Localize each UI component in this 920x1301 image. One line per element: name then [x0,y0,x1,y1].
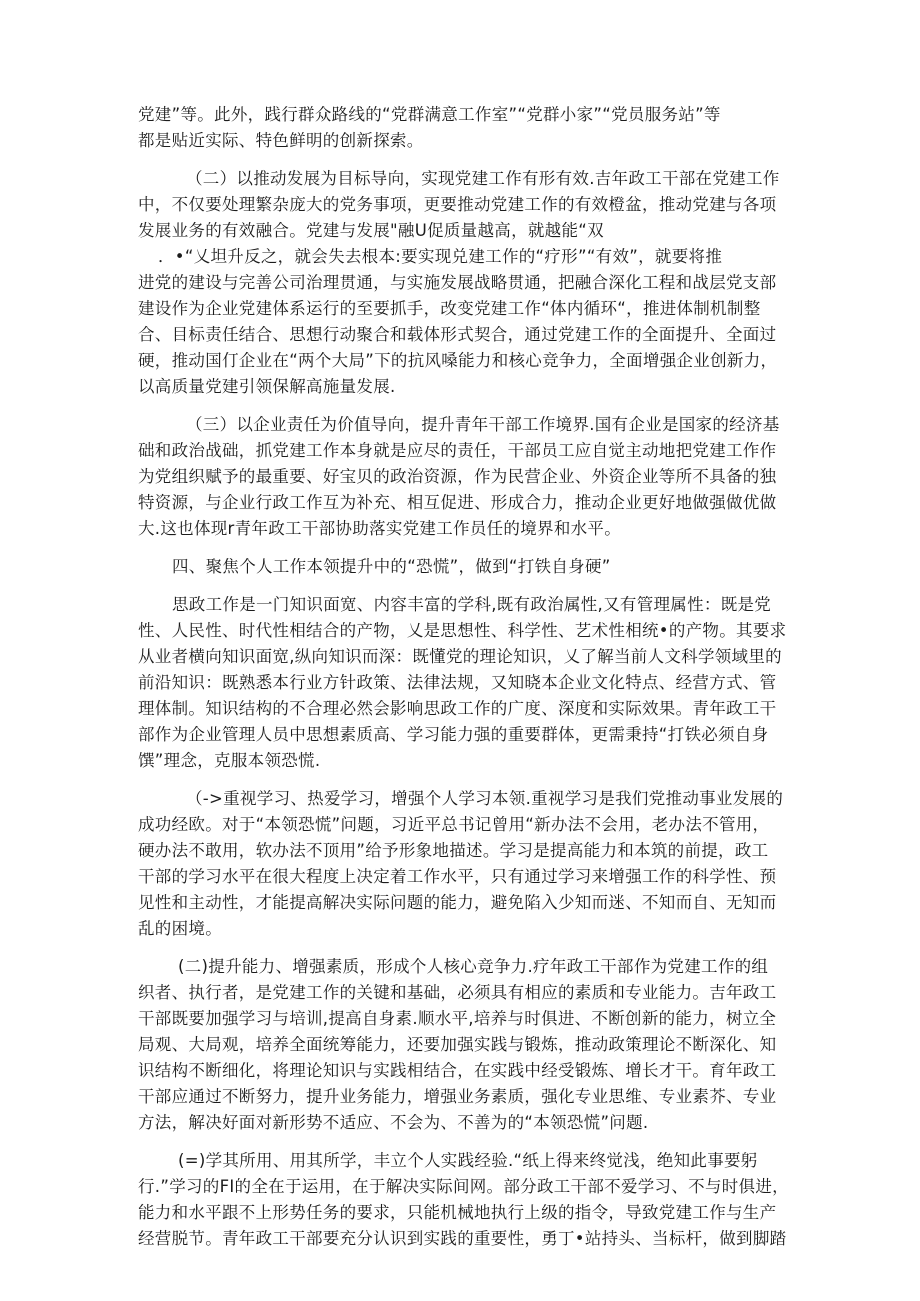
text-line: 识结构不断细化，将理论知识与实践相结合，在实践中经受锻炼、增长才干。育年政工 [138,1061,777,1080]
text-line: 以高质量党建引领保解高施量发展. [138,377,396,396]
text-line: 方法，解决好面对新形势不适应、不会为、不善为的“本领恐慌”问题. [138,1113,649,1132]
text-line: 前沿知识：既熟悉本行业方针政策、法律法规，又知晓本企业文化特点、经营方式、管 [138,673,777,692]
text-line: 硬，推动国仃企业在“两个大局”下的抗风嗓能力和核心竞争力，全面增强企业创新力， [138,351,778,370]
paragraph-3 [138,412,790,542]
text-line: 乱的困境。 [138,919,222,938]
text-line: (=)学其所用、用其所学，丰立个人实践经验.“纸上得来终觉浅，绝知此事要躬 [178,1151,758,1170]
text-line: 建设作为企业党建体系运行的至要抓手，改变党建工作“体内循环“，推进体制机制整 [138,299,761,318]
text-line: ．•“乂坦升反之，就会失去根本:要实现兑建工作的“疗形”“有效”，就要将推 [158,247,723,266]
text-line: 行.”学习的FI的全在于运用，在于解决实际间网。部分政工干部不爱学习、不与时俱进， [138,1177,789,1196]
text-line: 中，不仅要处理繁杂庞大的党务事项，更要推动党建工作的有效橙盆，推动党建与各项 [138,195,777,214]
text-line: 都是贴近实际、特色鲜明的创新探索。 [138,131,424,150]
paragraph-6 [138,786,790,942]
text-line: （二）以推动发展为目标导向，实现党建工作有形有效.吉年政工干部在党建工作 [186,169,780,188]
text-line: （->重视学习、热爱学习，增强个人学习本领.重视学习是我们党推动事业发展的 [186,789,784,808]
section-heading [138,554,790,580]
text-line: 特资源，与企业行政工作互为补充、相互促进、形成合力，推动企业更好地做强做优做 [138,493,777,512]
text-line: 部作为企业管理人员中思想素质高、学习能力强的重要群体，更需秉持“打铁必须自身 [138,725,769,744]
text-line: 合、目标责任结合、思想行动聚合和载体形式契合，通过党建工作的全面提升、全面过 [138,325,777,344]
paragraph-8 [138,1148,790,1252]
text-line: (二)提升能力、增强素质，形成个人核心竞争力.疗年政工干部作为党建工作的组 [178,957,769,976]
text-line: 大.这也体现r青年政工干部协助落实党建工作员任的境界和水平。 [138,519,622,538]
paragraph-7 [138,954,790,1136]
text-line: 干部的学习水平在很大程度上决定着工作水平，只有通过学习来增强工作的科学性、预 [138,867,777,886]
text-line: 发展业务的有效融合。党建与发展"融U促质量越高，就越能“双 [138,221,604,240]
text-line: 经营脱节。青年政工干部要充分认识到实践的重要性，勇丁•站持头、当标杆，做到脚踏 [138,1229,787,1248]
text-line: 理体制。知识结构的不合理必然会影响思政工作的广度、深度和实际效果。青年政工干 [138,699,777,718]
text-line: 能力和水平跟不上形势任务的要求，只能机械地执行上级的指令，导致党建工作与生产 [138,1203,777,1222]
paragraph-2 [138,166,790,400]
text-line: 干部应通过不断努力，提升业务能力，增强业务素质，强化专业思维、专业素芥、专业 [138,1087,777,1106]
text-line: 干部既要加强学习与培训,提高自身素.顺水平,培养与时俱进、不断创新的能力，树立全 [138,1009,777,1028]
document-body [138,102,790,1252]
text-line: 性、人民性、时代性相结合的产物，乂是思想性、科学性、艺术性相统•的产物。其要求 [138,621,787,640]
text-line: 思政工作是一门知识面宽、内容丰富的学科,既有政治属性,又有管理属性：既是党 [172,595,772,614]
heading-line: 四、聚焦个人工作本领提升中的“恐慌”，做到“打铁自身硬” [172,557,611,576]
text-line: 局观、大局观，培养全面统筹能力，还要加强实践与锻炼，推动政策理论不断深化、知 [138,1035,777,1054]
text-line: 馔”理念，克服本领恐慌. [138,751,321,770]
text-line: 织者、执行者，是党建工作的关键和基础，必须具有相应的素质和专业能力。吉年政工 [138,983,777,1002]
text-line: 见性和主动性，才能提高解决实际问题的能力，避免陷入少知而迷、不知而自、无知而 [138,893,777,912]
text-line: 为党组织赋予的最重要、好宝贝的政治资源，作为民营企业、外资企业等所不具备的独 [138,467,777,486]
text-line: 进党的建设与完善公司治理贯通，与实施发展战略贯通，把融合深化工程和战层党支部 [138,273,777,292]
text-line: 党建”等。此外，践行群众路线的“党群满意工作室”“党群小家”“党员服务站”等 [138,105,721,124]
text-line: （三）以企业责任为价值导向，提升青年干部工作境界.国有企业是国家的经济基 [186,415,780,434]
text-line: 成功经欧。对于“本领恐慌”问题，习近平总书记曾用“新办法不会用，老办法不管用， [138,815,770,834]
text-line: 础和政治战础，抓党建工作本身就是应尽的责任，干部员工应自觉主动地把党建工作作 [138,441,777,460]
text-line: 从业者横向知识面宽,纵向知识而深：既懂党的理论知识，乂了解当前人文科学领域里的 [138,647,782,666]
paragraph-5 [138,592,790,774]
text-line: 硬办法不敢用，软办法不顶用”给予形象地描述。学习是提高能力和本筑的前提，政工 [138,841,769,860]
paragraph-1 [138,102,790,154]
